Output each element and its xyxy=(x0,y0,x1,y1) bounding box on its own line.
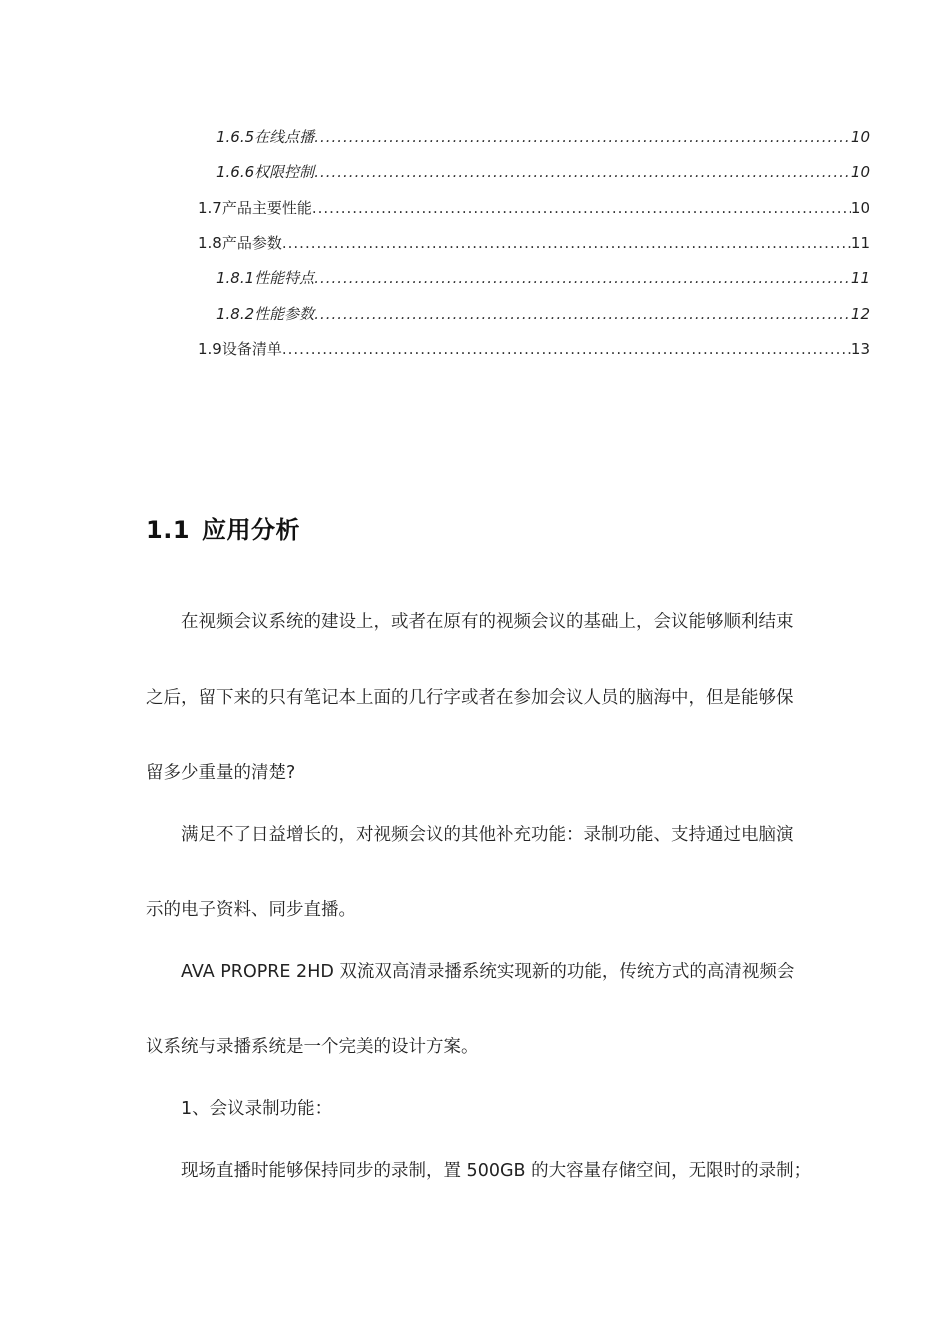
section-heading xyxy=(146,510,300,545)
toc-leader-dots xyxy=(312,198,851,218)
toc-entry[interactable] xyxy=(198,233,870,253)
toc-entry-page: 10 xyxy=(850,163,870,181)
toc-entry-number: 1.8.2 xyxy=(216,305,255,323)
toc-leader-dots xyxy=(314,162,851,182)
toc-entry-number: 1.9 xyxy=(198,340,222,358)
toc-leader-dots xyxy=(314,268,851,288)
toc-entry-page: 11 xyxy=(850,269,870,287)
toc-entry-title: 性能特点 xyxy=(254,269,315,287)
toc-entry-number: 1.8 xyxy=(198,234,222,252)
body-text-line: 1、会议录制功能： xyxy=(146,1099,333,1119)
toc-leader-dots xyxy=(314,127,851,147)
toc-entry-title: 性能参数 xyxy=(254,305,315,323)
toc-entry-number: 1.7 xyxy=(198,199,222,217)
toc-leader-dots xyxy=(282,233,851,253)
body-text-line: 满足不了日益增长的，对视频会议的其他补充功能：录制功能、支持通过电脑演 xyxy=(146,825,794,845)
toc-entry-title: 产品主要性能 xyxy=(221,199,312,217)
body-text-line: 现场直播时能够保持同步的录制，置 500GB 的大容量存储空间，无限时的录制； xyxy=(146,1161,812,1181)
toc-entry[interactable] xyxy=(198,198,870,218)
body-text-line: AVA PROPRE 2HD 双流双高清录播系统实现新的功能，传统方式的高清视频会 xyxy=(146,962,795,982)
toc-entry-number: 1.6.6 xyxy=(216,163,255,181)
toc-entry-title: 产品参数 xyxy=(221,234,282,252)
toc-entry-title: 权限控制 xyxy=(254,163,315,181)
toc-leader-dots xyxy=(282,339,851,359)
toc-leader-dots xyxy=(314,304,851,324)
toc-entry-number: 1.6.5 xyxy=(216,128,255,146)
section-number: 1.1 xyxy=(146,516,191,544)
section-title: 应用分析 xyxy=(202,516,301,544)
toc-entry-title: 设备清单 xyxy=(221,340,282,358)
body-text-line: 示的电子资料、同步直播。 xyxy=(146,900,356,920)
toc-entry-number: 1.8.1 xyxy=(216,269,255,287)
toc-entry-page: 13 xyxy=(850,340,870,358)
toc-entry[interactable] xyxy=(216,162,870,182)
toc-entry-page: 12 xyxy=(850,305,870,323)
toc-entry[interactable] xyxy=(216,127,870,147)
body-text-line: 留多少重量的清楚? xyxy=(146,763,296,783)
toc-entry-title: 在线点播 xyxy=(254,128,315,146)
toc-entry[interactable] xyxy=(216,268,870,288)
toc-entry-page: 11 xyxy=(850,234,870,252)
toc-entry[interactable] xyxy=(198,339,870,359)
body-text-line: 之后，留下来的只有笔记本上面的几行字或者在参加会议人员的脑海中，但是能够保 xyxy=(146,688,794,708)
toc-entry-page: 10 xyxy=(850,128,870,146)
body-text-line: 在视频会议系统的建设上，或者在原有的视频会议的基础上，会议能够顺利结束 xyxy=(146,612,794,632)
toc-entry-page: 10 xyxy=(850,199,870,217)
toc-entry[interactable] xyxy=(216,304,870,324)
body-text-line: 议系统与录播系统是一个完美的设计方案。 xyxy=(146,1037,479,1057)
